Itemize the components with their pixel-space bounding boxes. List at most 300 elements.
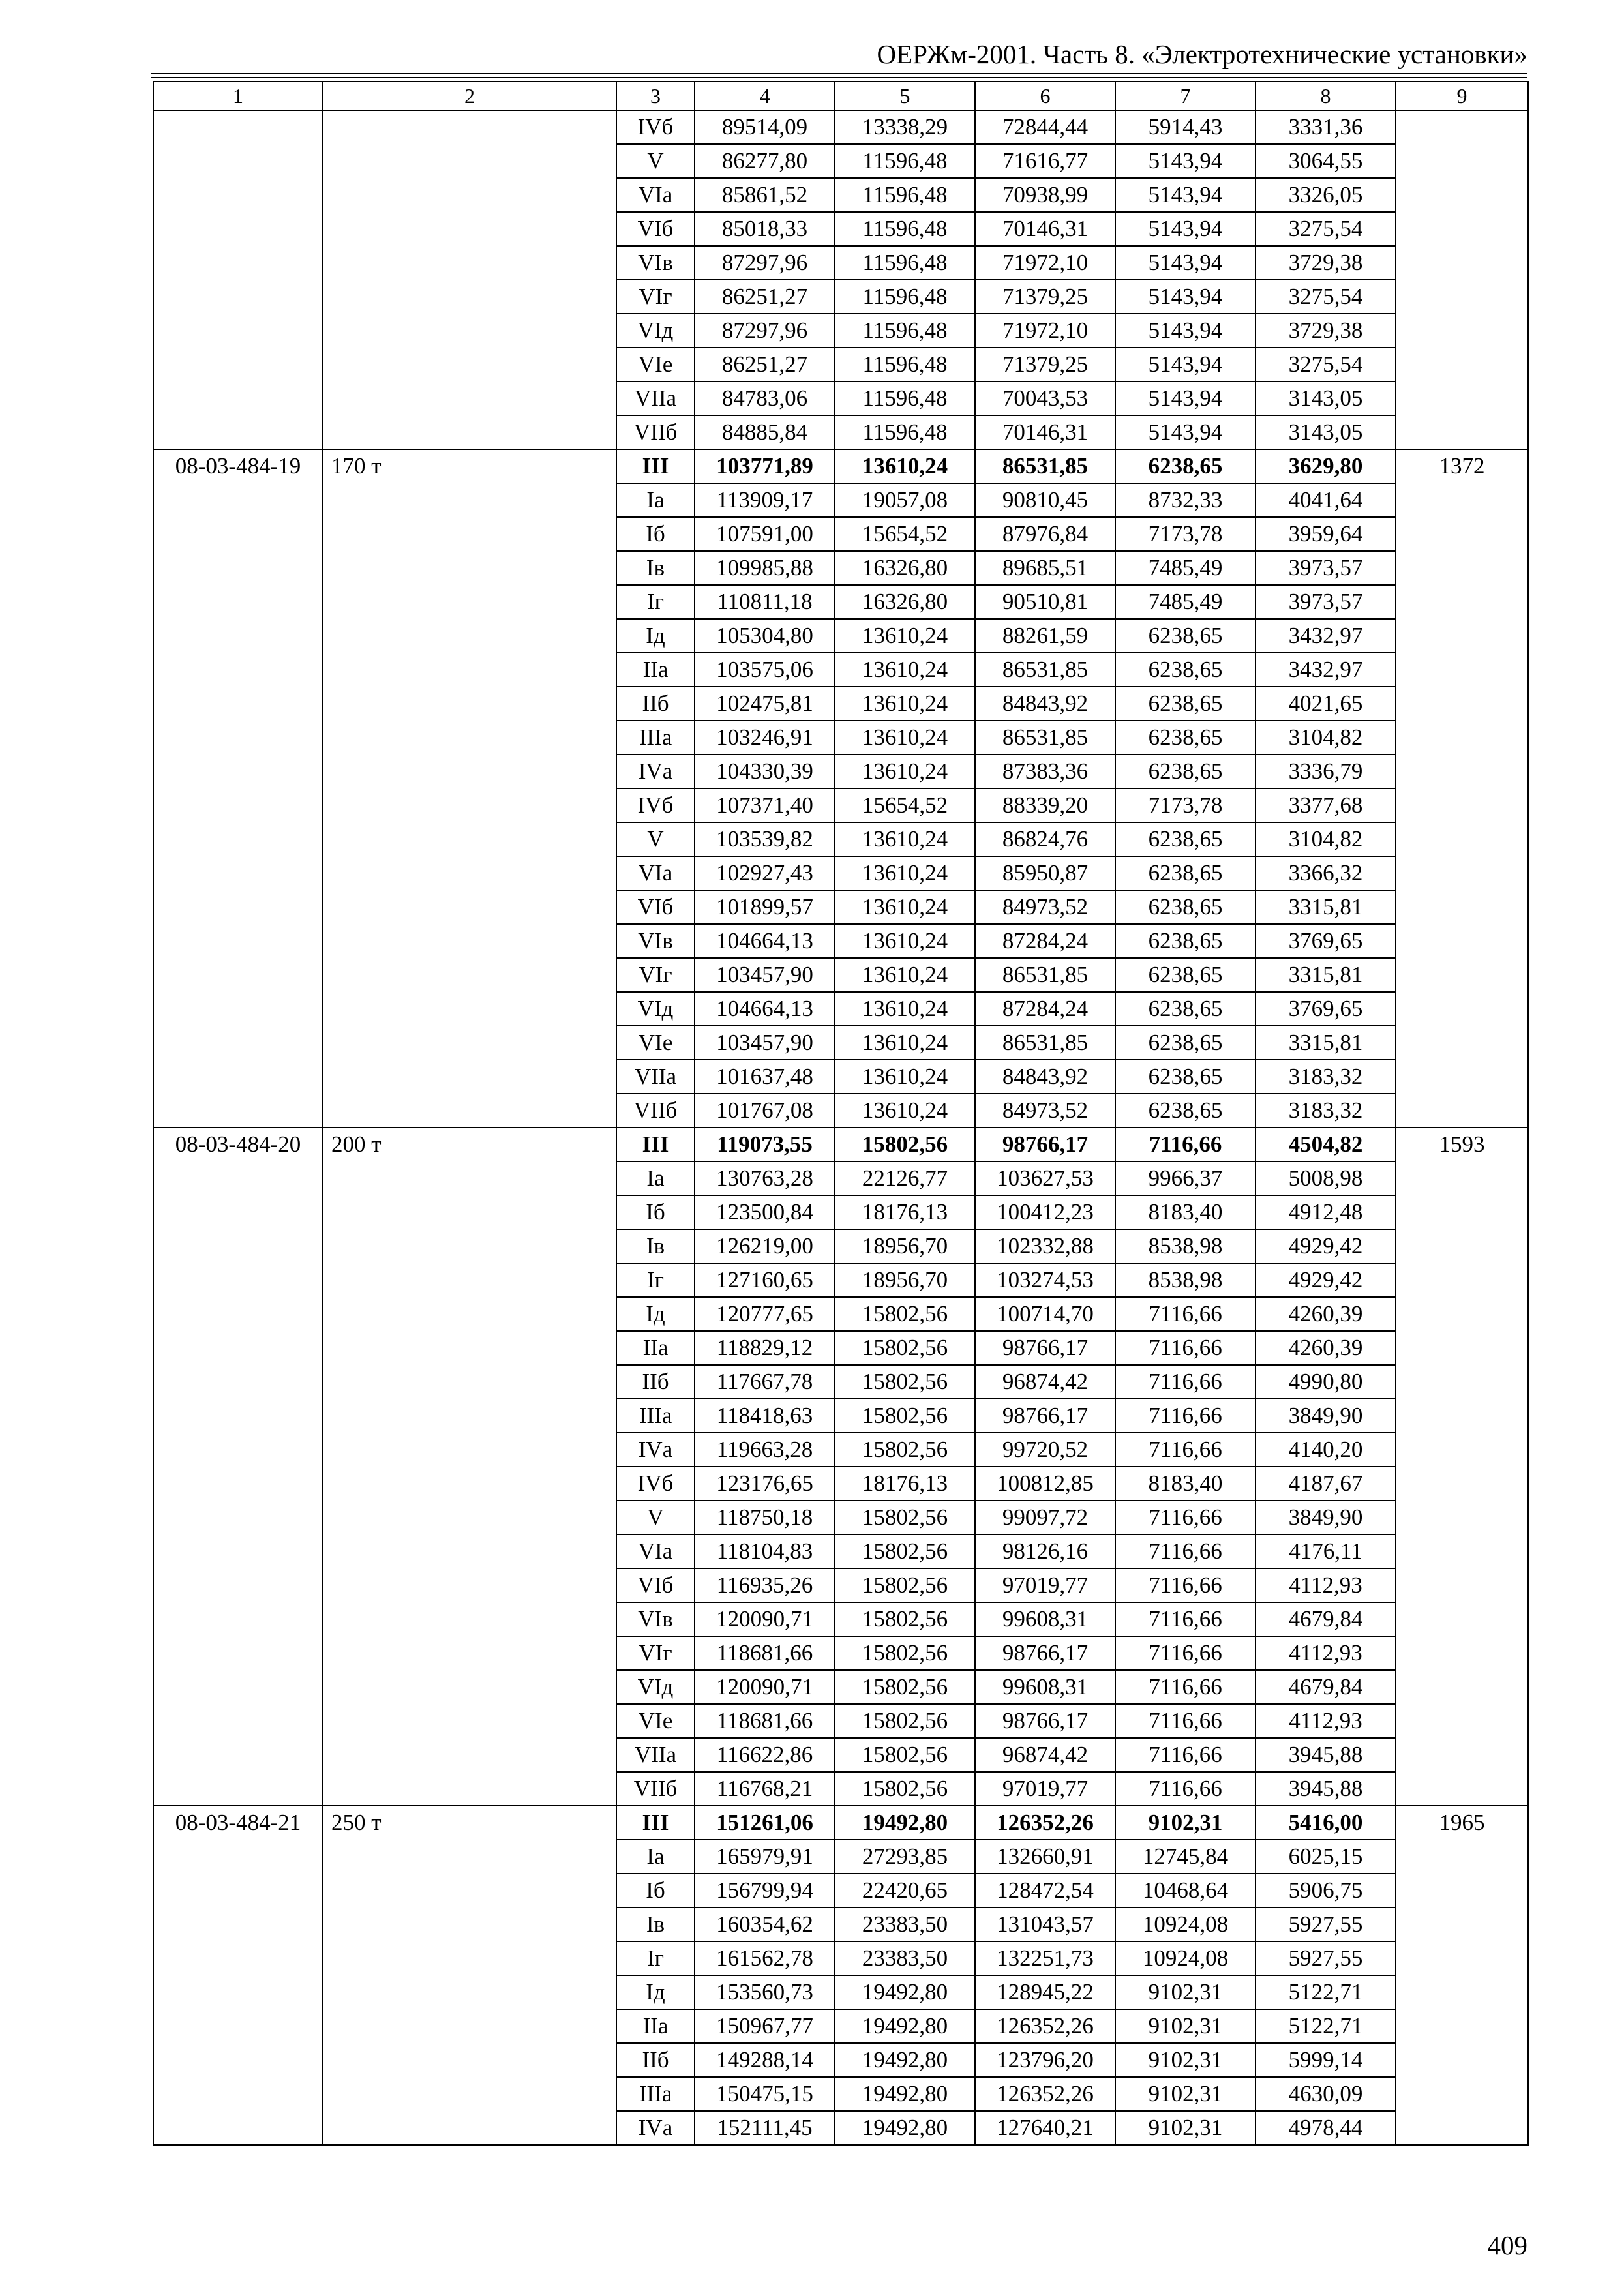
value-cell: 15802,56 xyxy=(835,1128,975,1161)
value-cell: 4260,39 xyxy=(1256,1331,1396,1365)
value-cell: 85018,33 xyxy=(695,212,835,246)
value-cell: 13610,24 xyxy=(835,924,975,958)
zone-cell: VIв xyxy=(616,246,695,280)
value-cell: 5906,75 xyxy=(1256,1874,1396,1908)
zone-cell: Iд xyxy=(616,619,695,653)
value-cell: 87284,24 xyxy=(975,924,1115,958)
value-cell: 5416,00 xyxy=(1256,1806,1396,1840)
value-cell: 13338,29 xyxy=(835,110,975,144)
value-cell: 86251,27 xyxy=(695,280,835,314)
column-number-row xyxy=(153,82,1528,110)
zone-cell: III xyxy=(616,1128,695,1161)
zone-cell: Iа xyxy=(616,1161,695,1195)
value-cell: 15802,56 xyxy=(835,1602,975,1636)
value-cell: 118681,66 xyxy=(695,1636,835,1670)
zone-cell: V xyxy=(616,1501,695,1534)
zone-cell: VIе xyxy=(616,1704,695,1738)
value-cell: 6238,65 xyxy=(1115,890,1256,924)
value-cell: 23383,50 xyxy=(835,1941,975,1975)
value-cell: 11596,48 xyxy=(835,415,975,449)
value-cell: 9102,31 xyxy=(1115,2043,1256,2077)
value-cell: 19492,80 xyxy=(835,2111,975,2145)
value-cell: 3973,57 xyxy=(1256,585,1396,619)
value-cell: 4504,82 xyxy=(1256,1128,1396,1161)
value-cell: 7116,66 xyxy=(1115,1772,1256,1806)
value-cell: 19057,08 xyxy=(835,483,975,517)
rate-name-cell: 170 т xyxy=(323,449,616,1128)
value-cell: 116622,86 xyxy=(695,1738,835,1772)
value-cell: 3729,38 xyxy=(1256,314,1396,348)
value-cell: 13610,24 xyxy=(835,721,975,755)
value-cell: 96874,42 xyxy=(975,1738,1115,1772)
value-cell: 3366,32 xyxy=(1256,856,1396,890)
value-cell: 11596,48 xyxy=(835,246,975,280)
value-cell: 101767,08 xyxy=(695,1094,835,1128)
value-cell: 3143,05 xyxy=(1256,382,1396,415)
value-cell: 86531,85 xyxy=(975,653,1115,687)
zone-cell: VIг xyxy=(616,1636,695,1670)
value-cell: 132660,91 xyxy=(975,1840,1115,1874)
zone-cell: III xyxy=(616,1806,695,1840)
table-row xyxy=(153,110,1528,144)
value-cell: 4630,09 xyxy=(1256,2077,1396,2111)
value-cell: 6238,65 xyxy=(1115,958,1256,992)
value-cell: 5122,71 xyxy=(1256,2009,1396,2043)
value-cell: 100412,23 xyxy=(975,1195,1115,1229)
rate-name-cell: 250 т xyxy=(323,1806,616,2145)
col9-cell: 1372 xyxy=(1396,449,1528,1128)
zone-cell: VIб xyxy=(616,1568,695,1602)
value-cell: 86531,85 xyxy=(975,958,1115,992)
value-cell: 132251,73 xyxy=(975,1941,1115,1975)
value-cell: 88261,59 xyxy=(975,619,1115,653)
value-cell: 5143,94 xyxy=(1115,382,1256,415)
column-number-cell: 7 xyxy=(1115,82,1256,110)
col9-cell xyxy=(1396,110,1528,449)
value-cell: 3769,65 xyxy=(1256,992,1396,1026)
value-cell: 161562,78 xyxy=(695,1941,835,1975)
value-cell: 3432,97 xyxy=(1256,653,1396,687)
value-cell: 103457,90 xyxy=(695,1026,835,1060)
value-cell: 16326,80 xyxy=(835,551,975,585)
value-cell: 13610,24 xyxy=(835,687,975,721)
column-number-cell: 4 xyxy=(695,82,835,110)
value-cell: 11596,48 xyxy=(835,212,975,246)
zone-cell: Iб xyxy=(616,1195,695,1229)
value-cell: 3973,57 xyxy=(1256,551,1396,585)
value-cell: 6238,65 xyxy=(1115,755,1256,788)
value-cell: 90510,81 xyxy=(975,585,1115,619)
value-cell: 7116,66 xyxy=(1115,1738,1256,1772)
value-cell: 3315,81 xyxy=(1256,958,1396,992)
value-cell: 71616,77 xyxy=(975,144,1115,178)
value-cell: 15802,56 xyxy=(835,1704,975,1738)
zone-cell: IIа xyxy=(616,1331,695,1365)
value-cell: 11596,48 xyxy=(835,280,975,314)
value-cell: 19492,80 xyxy=(835,1806,975,1840)
value-cell: 15802,56 xyxy=(835,1636,975,1670)
value-cell: 118750,18 xyxy=(695,1501,835,1534)
value-cell: 8183,40 xyxy=(1115,1467,1256,1501)
value-cell: 8183,40 xyxy=(1115,1195,1256,1229)
value-cell: 98766,17 xyxy=(975,1636,1115,1670)
value-cell: 15802,56 xyxy=(835,1670,975,1704)
value-cell: 118681,66 xyxy=(695,1704,835,1738)
value-cell: 102332,88 xyxy=(975,1229,1115,1263)
value-cell: 10468,64 xyxy=(1115,1874,1256,1908)
value-cell: 98766,17 xyxy=(975,1704,1115,1738)
zone-cell: IVб xyxy=(616,1467,695,1501)
value-cell: 6238,65 xyxy=(1115,856,1256,890)
zone-cell: VIд xyxy=(616,314,695,348)
value-cell: 3183,32 xyxy=(1256,1060,1396,1094)
value-cell: 119073,55 xyxy=(695,1128,835,1161)
value-cell: 99720,52 xyxy=(975,1433,1115,1467)
value-cell: 6238,65 xyxy=(1115,687,1256,721)
zone-cell: VIIб xyxy=(616,415,695,449)
value-cell: 89514,09 xyxy=(695,110,835,144)
zone-cell: Iв xyxy=(616,551,695,585)
value-cell: 4112,93 xyxy=(1256,1568,1396,1602)
value-cell: 104664,13 xyxy=(695,992,835,1026)
value-cell: 131043,57 xyxy=(975,1908,1115,1941)
value-cell: 84973,52 xyxy=(975,890,1115,924)
value-cell: 4912,48 xyxy=(1256,1195,1396,1229)
value-cell: 116768,21 xyxy=(695,1772,835,1806)
value-cell: 6238,65 xyxy=(1115,1060,1256,1094)
value-cell: 15802,56 xyxy=(835,1534,975,1568)
value-cell: 7485,49 xyxy=(1115,585,1256,619)
page-number: 409 xyxy=(1487,2230,1527,2260)
value-cell: 86824,76 xyxy=(975,822,1115,856)
value-cell: 27293,85 xyxy=(835,1840,975,1874)
value-cell: 84843,92 xyxy=(975,1060,1115,1094)
value-cell: 13610,24 xyxy=(835,890,975,924)
value-cell: 5143,94 xyxy=(1115,314,1256,348)
value-cell: 18176,13 xyxy=(835,1467,975,1501)
value-cell: 3275,54 xyxy=(1256,348,1396,382)
value-cell: 4929,42 xyxy=(1256,1229,1396,1263)
value-cell: 4260,39 xyxy=(1256,1297,1396,1331)
column-number-cell: 3 xyxy=(616,82,695,110)
zone-cell: IIб xyxy=(616,687,695,721)
value-cell: 6238,65 xyxy=(1115,924,1256,958)
value-cell: 86531,85 xyxy=(975,449,1115,483)
value-cell: 19492,80 xyxy=(835,2043,975,2077)
rate-code-cell: 08-03-484-20 xyxy=(153,1128,323,1806)
value-cell: 11596,48 xyxy=(835,348,975,382)
value-cell: 13610,24 xyxy=(835,653,975,687)
value-cell: 3377,68 xyxy=(1256,788,1396,822)
value-cell: 103274,53 xyxy=(975,1263,1115,1297)
value-cell: 86251,27 xyxy=(695,348,835,382)
value-cell: 7116,66 xyxy=(1115,1433,1256,1467)
value-cell: 6238,65 xyxy=(1115,619,1256,653)
value-cell: 99608,31 xyxy=(975,1602,1115,1636)
value-cell: 118418,63 xyxy=(695,1399,835,1433)
value-cell: 3629,80 xyxy=(1256,449,1396,483)
value-cell: 150475,15 xyxy=(695,2077,835,2111)
value-cell: 97019,77 xyxy=(975,1772,1115,1806)
value-cell: 3945,88 xyxy=(1256,1738,1396,1772)
value-cell: 5927,55 xyxy=(1256,1908,1396,1941)
value-cell: 126352,26 xyxy=(975,2009,1115,2043)
value-cell: 70043,53 xyxy=(975,382,1115,415)
value-cell: 153560,73 xyxy=(695,1975,835,2009)
value-cell: 126219,00 xyxy=(695,1229,835,1263)
zone-cell: Iг xyxy=(616,1941,695,1975)
value-cell: 3769,65 xyxy=(1256,924,1396,958)
value-cell: 3183,32 xyxy=(1256,1094,1396,1128)
value-cell: 105304,80 xyxy=(695,619,835,653)
value-cell: 86277,80 xyxy=(695,144,835,178)
value-cell: 9102,31 xyxy=(1115,2077,1256,2111)
value-cell: 3104,82 xyxy=(1256,721,1396,755)
header-rule xyxy=(151,77,1527,78)
value-cell: 15802,56 xyxy=(835,1501,975,1534)
value-cell: 7116,66 xyxy=(1115,1501,1256,1534)
value-cell: 6238,65 xyxy=(1115,721,1256,755)
value-cell: 9102,31 xyxy=(1115,1975,1256,2009)
value-cell: 85861,52 xyxy=(695,178,835,212)
value-cell: 103246,91 xyxy=(695,721,835,755)
value-cell: 4929,42 xyxy=(1256,1263,1396,1297)
zone-cell: VIIа xyxy=(616,382,695,415)
value-cell: 7116,66 xyxy=(1115,1331,1256,1365)
table-row xyxy=(153,1806,1528,1840)
value-cell: 7116,66 xyxy=(1115,1297,1256,1331)
value-cell: 13610,24 xyxy=(835,449,975,483)
value-cell: 3331,36 xyxy=(1256,110,1396,144)
value-cell: 109985,88 xyxy=(695,551,835,585)
zone-cell: IIIа xyxy=(616,721,695,755)
value-cell: 3336,79 xyxy=(1256,755,1396,788)
value-cell: 4679,84 xyxy=(1256,1670,1396,1704)
value-cell: 7116,66 xyxy=(1115,1128,1256,1161)
value-cell: 7173,78 xyxy=(1115,788,1256,822)
value-cell: 6238,65 xyxy=(1115,1026,1256,1060)
value-cell: 16326,80 xyxy=(835,585,975,619)
zone-cell: Iб xyxy=(616,1874,695,1908)
value-cell: 10924,08 xyxy=(1115,1908,1256,1941)
value-cell: 103575,06 xyxy=(695,653,835,687)
value-cell: 7485,49 xyxy=(1115,551,1256,585)
zone-cell: VIв xyxy=(616,924,695,958)
value-cell: 6238,65 xyxy=(1115,449,1256,483)
value-cell: 4140,20 xyxy=(1256,1433,1396,1467)
rate-code-cell: 08-03-484-21 xyxy=(153,1806,323,2145)
rate-code-cell xyxy=(153,110,323,449)
zone-cell: VIа xyxy=(616,178,695,212)
value-cell: 70146,31 xyxy=(975,212,1115,246)
value-cell: 5914,43 xyxy=(1115,110,1256,144)
zone-cell: IVа xyxy=(616,755,695,788)
value-cell: 8732,33 xyxy=(1115,483,1256,517)
value-cell: 13610,24 xyxy=(835,1094,975,1128)
value-cell: 104330,39 xyxy=(695,755,835,788)
zone-cell: Iг xyxy=(616,1263,695,1297)
value-cell: 100812,85 xyxy=(975,1467,1115,1501)
value-cell: 7116,66 xyxy=(1115,1534,1256,1568)
value-cell: 15802,56 xyxy=(835,1738,975,1772)
value-cell: 98126,16 xyxy=(975,1534,1115,1568)
value-cell: 87297,96 xyxy=(695,314,835,348)
value-cell: 151261,06 xyxy=(695,1806,835,1840)
value-cell: 98766,17 xyxy=(975,1128,1115,1161)
zone-cell: VIб xyxy=(616,212,695,246)
value-cell: 103457,90 xyxy=(695,958,835,992)
value-cell: 22126,77 xyxy=(835,1161,975,1195)
value-cell: 97019,77 xyxy=(975,1568,1115,1602)
value-cell: 160354,62 xyxy=(695,1908,835,1941)
value-cell: 103627,53 xyxy=(975,1161,1115,1195)
value-cell: 13610,24 xyxy=(835,1026,975,1060)
value-cell: 7116,66 xyxy=(1115,1568,1256,1602)
value-cell: 5143,94 xyxy=(1115,178,1256,212)
value-cell: 89685,51 xyxy=(975,551,1115,585)
value-cell: 71972,10 xyxy=(975,246,1115,280)
value-cell: 13610,24 xyxy=(835,992,975,1026)
value-cell: 5008,98 xyxy=(1256,1161,1396,1195)
zone-cell: IVа xyxy=(616,1433,695,1467)
value-cell: 6238,65 xyxy=(1115,992,1256,1026)
zone-cell: Iв xyxy=(616,1229,695,1263)
value-cell: 3315,81 xyxy=(1256,1026,1396,1060)
value-cell: 71379,25 xyxy=(975,348,1115,382)
zone-cell: VIв xyxy=(616,1602,695,1636)
value-cell: 102927,43 xyxy=(695,856,835,890)
value-cell: 165979,91 xyxy=(695,1840,835,1874)
zone-cell: VIг xyxy=(616,280,695,314)
zone-cell: III xyxy=(616,449,695,483)
value-cell: 9102,31 xyxy=(1115,2009,1256,2043)
value-cell: 107591,00 xyxy=(695,517,835,551)
zone-cell: IIб xyxy=(616,2043,695,2077)
value-cell: 70146,31 xyxy=(975,415,1115,449)
value-cell: 15654,52 xyxy=(835,517,975,551)
value-cell: 15654,52 xyxy=(835,788,975,822)
value-cell: 86531,85 xyxy=(975,721,1115,755)
value-cell: 152111,45 xyxy=(695,2111,835,2145)
value-cell: 15802,56 xyxy=(835,1331,975,1365)
value-cell: 98766,17 xyxy=(975,1399,1115,1433)
value-cell: 3959,64 xyxy=(1256,517,1396,551)
value-cell: 5122,71 xyxy=(1256,1975,1396,2009)
value-cell: 72844,44 xyxy=(975,110,1115,144)
value-cell: 6238,65 xyxy=(1115,1094,1256,1128)
value-cell: 70938,99 xyxy=(975,178,1115,212)
value-cell: 126352,26 xyxy=(975,1806,1115,1840)
value-cell: 13610,24 xyxy=(835,856,975,890)
value-cell: 104664,13 xyxy=(695,924,835,958)
value-cell: 18956,70 xyxy=(835,1263,975,1297)
value-cell: 101899,57 xyxy=(695,890,835,924)
zone-cell: VIIа xyxy=(616,1738,695,1772)
value-cell: 7116,66 xyxy=(1115,1704,1256,1738)
column-number-cell: 6 xyxy=(975,82,1115,110)
value-cell: 15802,56 xyxy=(835,1365,975,1399)
rates-table xyxy=(153,81,1529,2146)
value-cell: 118829,12 xyxy=(695,1331,835,1365)
value-cell: 128472,54 xyxy=(975,1874,1115,1908)
value-cell: 3849,90 xyxy=(1256,1501,1396,1534)
value-cell: 119663,28 xyxy=(695,1433,835,1467)
zone-cell: V xyxy=(616,144,695,178)
zone-cell: VIIб xyxy=(616,1772,695,1806)
value-cell: 71379,25 xyxy=(975,280,1115,314)
value-cell: 7116,66 xyxy=(1115,1399,1256,1433)
value-cell: 4112,93 xyxy=(1256,1704,1396,1738)
value-cell: 9102,31 xyxy=(1115,2111,1256,2145)
value-cell: 15802,56 xyxy=(835,1399,975,1433)
rate-name-cell xyxy=(323,110,616,449)
value-cell: 103771,89 xyxy=(695,449,835,483)
value-cell: 15802,56 xyxy=(835,1433,975,1467)
value-cell: 19492,80 xyxy=(835,1975,975,2009)
zone-cell: IIб xyxy=(616,1365,695,1399)
value-cell: 5143,94 xyxy=(1115,212,1256,246)
value-cell: 84885,84 xyxy=(695,415,835,449)
value-cell: 9966,37 xyxy=(1115,1161,1256,1195)
value-cell: 5143,94 xyxy=(1115,280,1256,314)
value-cell: 8538,98 xyxy=(1115,1229,1256,1263)
value-cell: 18176,13 xyxy=(835,1195,975,1229)
zone-cell: Iв xyxy=(616,1908,695,1941)
value-cell: 107371,40 xyxy=(695,788,835,822)
zone-cell: VIд xyxy=(616,992,695,1026)
zone-cell: V xyxy=(616,822,695,856)
value-cell: 149288,14 xyxy=(695,2043,835,2077)
value-cell: 3275,54 xyxy=(1256,280,1396,314)
zone-cell: VIе xyxy=(616,348,695,382)
value-cell: 123500,84 xyxy=(695,1195,835,1229)
value-cell: 3729,38 xyxy=(1256,246,1396,280)
value-cell: 5143,94 xyxy=(1115,144,1256,178)
value-cell: 100714,70 xyxy=(975,1297,1115,1331)
value-cell: 127160,65 xyxy=(695,1263,835,1297)
value-cell: 4041,64 xyxy=(1256,483,1396,517)
value-cell: 5999,14 xyxy=(1256,2043,1396,2077)
zone-cell: Iд xyxy=(616,1297,695,1331)
value-cell: 7116,66 xyxy=(1115,1636,1256,1670)
zone-cell: VIе xyxy=(616,1026,695,1060)
rate-name-cell: 200 т xyxy=(323,1128,616,1806)
value-cell: 84973,52 xyxy=(975,1094,1115,1128)
value-cell: 110811,18 xyxy=(695,585,835,619)
value-cell: 87284,24 xyxy=(975,992,1115,1026)
value-cell: 123796,20 xyxy=(975,2043,1115,2077)
zone-cell: Iг xyxy=(616,585,695,619)
column-number-cell: 5 xyxy=(835,82,975,110)
value-cell: 120777,65 xyxy=(695,1297,835,1331)
col9-cell: 1965 xyxy=(1396,1806,1528,2145)
value-cell: 3315,81 xyxy=(1256,890,1396,924)
value-cell: 11596,48 xyxy=(835,178,975,212)
zone-cell: VIIб xyxy=(616,1094,695,1128)
value-cell: 4990,80 xyxy=(1256,1365,1396,1399)
value-cell: 3432,97 xyxy=(1256,619,1396,653)
value-cell: 156799,94 xyxy=(695,1874,835,1908)
zone-cell: IVб xyxy=(616,110,695,144)
zone-cell: IIа xyxy=(616,2009,695,2043)
zone-cell: IVб xyxy=(616,788,695,822)
column-number-cell: 2 xyxy=(323,82,616,110)
value-cell: 3104,82 xyxy=(1256,822,1396,856)
zone-cell: IIIа xyxy=(616,1399,695,1433)
zone-cell: VIа xyxy=(616,856,695,890)
value-cell: 150967,77 xyxy=(695,2009,835,2043)
value-cell: 123176,65 xyxy=(695,1467,835,1501)
